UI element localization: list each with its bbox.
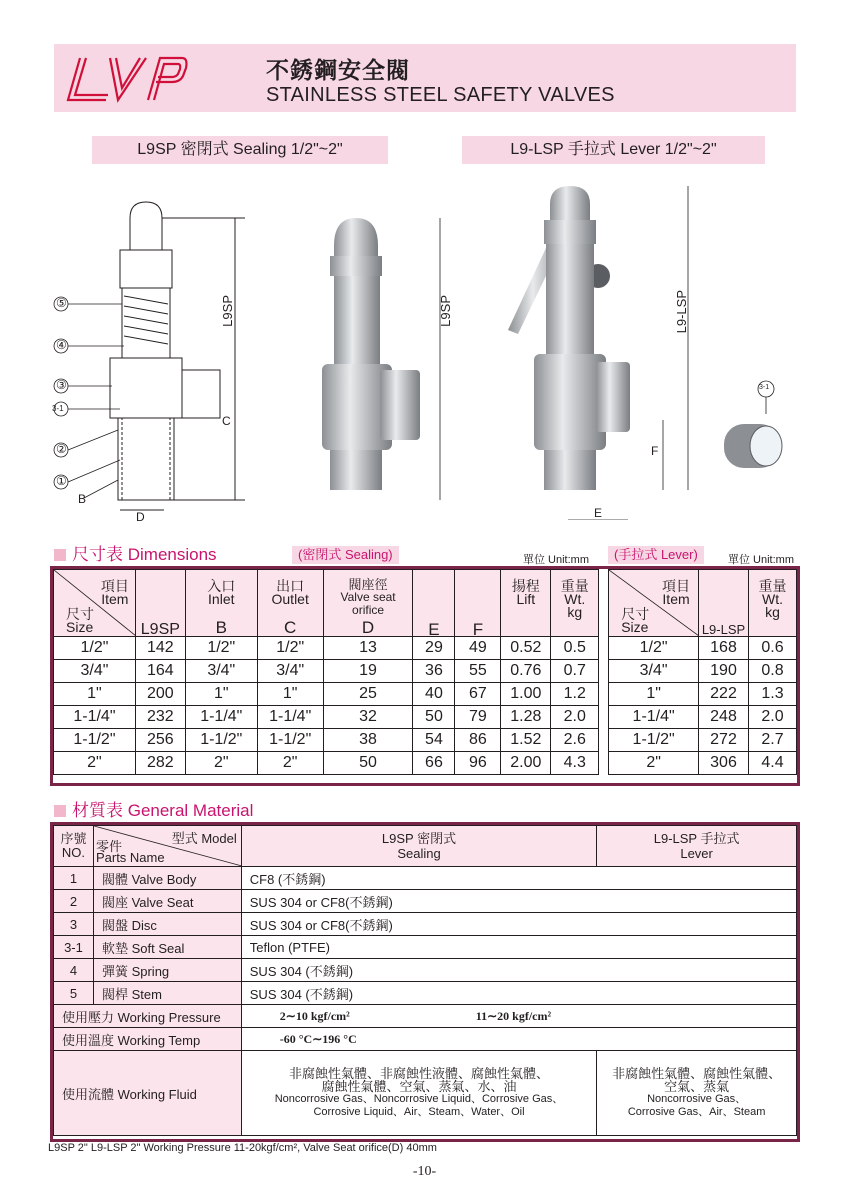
dimensions-cell: 38 [323,729,413,752]
dimensions-cell: 13 [323,637,413,660]
hdr-parts-en: Parts Name [95,850,165,865]
model-tag-lever: L9-LSP 手拉式 Lever 1/2"~2" [462,136,765,164]
dimensions-cell: 0.5 [551,637,599,660]
dimensions-cell: 86 [455,729,501,752]
part-callout-3: ③ [56,378,67,392]
dimensions-cell: 3/4" [54,660,136,683]
material-row [54,913,797,936]
soft-seal-detail [720,380,800,470]
dimensions-cell: 50 [413,706,455,729]
material-body [54,867,797,1005]
material-value: CF8 (不銹鋼) [241,867,796,890]
material-row [54,867,797,890]
dimensions-cell: 1/2" [185,637,257,660]
material-value: SUS 304 (不銹鋼) [241,982,796,1005]
page-number: -10- [412,1164,437,1179]
temp-label: 使用溫度 Working Temp [54,1028,242,1051]
dimensions-cell: 19 [323,660,413,683]
dim-c-label: C [222,414,231,428]
pressure-row [54,1005,797,1028]
material-value: SUS 304 or CF8(不銹鋼) [241,890,796,913]
dimensions-row [54,752,797,775]
dimensions-cell: 2" [257,752,323,775]
dimensions-cell: 1.00 [501,683,551,706]
material-row [54,890,797,913]
page-title-zh: 不銹鋼安全閥 [266,57,410,83]
photo-l9lsp-label: L9-LSP [674,290,689,334]
hdr-lift-zh: 揚程 [511,578,540,594]
dimensions-cell: 1-1/2" [257,729,323,752]
dimensions-cell: 1/2" [609,637,699,660]
dimensions-cell: 4.4 [748,752,796,775]
dimensions-cell: 49 [455,637,501,660]
dimensions-cell: 2.0 [748,706,796,729]
hdr-lever-wt-zh: 重量 [758,578,787,594]
hdr-c: C [284,618,297,637]
hdr-outlet-zh: 出口 [276,578,305,594]
temp-value: -60 °C∼196 °C [241,1028,796,1051]
material-value: SUS 304 or CF8(不銹鋼) [241,913,796,936]
part-callout-2: ② [56,442,67,456]
material-value: SUS 304 (不銹鋼) [241,959,796,982]
dimensions-heading: 尺寸表 Dimensions [54,544,276,566]
dimensions-cell: 25 [323,683,413,706]
material-part: 閥座 Valve Seat [93,890,241,913]
dimensions-cell: 256 [135,729,185,752]
dimensions-cell: 79 [455,706,501,729]
material-value: Teflon (PTFE) [241,936,796,959]
material-part: 閥盤 Disc [93,913,241,936]
dimensions-row [54,683,797,706]
brand-logo [62,50,190,108]
part-callout-4: ④ [56,338,67,352]
hdr-sealing-en: Sealing [397,846,441,861]
dimensions-cell: 190 [699,660,749,683]
dimensions-cell: 164 [135,660,185,683]
sealing-valve-photo [320,210,470,510]
material-part: 閥體 Valve Body [93,867,241,890]
temp-row [54,1028,797,1051]
lever-subheading: (手拉式 Lever) [608,546,704,564]
material-no: 5 [54,982,94,1005]
lever-valve-photo [488,180,708,520]
material-part: 閥桿 Stem [93,982,241,1005]
dimensions-cell: 50 [323,752,413,775]
fluid-lever-zh2: 空氣、蒸氣 [664,1079,730,1094]
hdr-seat-zh: 閥座徑 [348,577,388,592]
material-header-row [54,826,797,867]
dimensions-table-frame [50,566,800,786]
hdr-l9lsp: L9-LSP [699,570,749,637]
hdr-lever-zh: L9-LSP 手拉式 [653,831,740,846]
dimensions-cell: 1" [185,683,257,706]
hdr-inlet-en: Inlet [208,591,235,607]
dimensions-cell: 40 [413,683,455,706]
dimensions-cell: 1-1/4" [185,706,257,729]
dimensions-cell: 0.7 [551,660,599,683]
hdr-lever-wt-unit: kg [765,604,780,620]
hdr-b: B [215,618,227,637]
dimensions-cell: 0.52 [501,637,551,660]
hdr-e: E [413,570,455,637]
fluid-lever-en2: Corrosive Gas、Air、Steam [627,1106,766,1118]
dimensions-cell: 66 [413,752,455,775]
dimensions-cell: 2.00 [501,752,551,775]
dimensions-cell: 36 [413,660,455,683]
hdr-lever-wt-en: Wt. [761,591,783,607]
hdr-d: D [361,618,375,637]
hdr-model: 型式 Model [171,831,237,846]
hdr-wt-unit: kg [567,604,583,620]
fluid-sealing-en2: Corrosive Liquid、Air、Steam、Water、Oil [313,1106,525,1118]
dimensions-cell: 168 [699,637,749,660]
dimensions-cell: 54 [413,729,455,752]
dimensions-row [54,706,797,729]
part-callout-3-1: 3-1 [52,404,64,413]
pressure-label: 使用壓力 Working Pressure [54,1005,242,1028]
dimensions-cell: 306 [699,752,749,775]
dimensions-cell: 1" [609,683,699,706]
fluid-sealing-zh2: 腐蝕性氣體、空氣、蒸氣、水、油 [321,1079,517,1094]
part-callout-5: ⑤ [56,296,67,310]
dimensions-cell: 1-1/2" [609,729,699,752]
pressure-value-a: 2∼10 kgf/cm² [279,1008,350,1023]
dimensions-cell: 55 [455,660,501,683]
hdr-sealing-zh: L9SP 密閉式 [381,831,457,846]
dimensions-cell: 272 [699,729,749,752]
hdr-lift-en: Lift [516,591,536,607]
fluid-label: 使用流體 Working Fluid [54,1051,242,1136]
dimensions-cell: 3/4" [185,660,257,683]
hdr-lever-size-zh: 尺寸 [621,606,650,622]
dim-f-label: F [651,444,659,458]
dimensions-cell: 248 [699,706,749,729]
footnote: L9SP 2" L9-LSP 2" Working Pressure 11-20kgf/cm², Valve Seat orifice(D) 40mm [48,1142,437,1154]
unit-label-lever: 單位 Unit:mm [728,554,794,566]
fluid-row [54,1051,797,1136]
dimensions-cell: 222 [699,683,749,706]
dimensions-body [54,637,797,775]
detail-3-1-label: 3-1 [759,384,770,391]
sealing-cross-section-drawing [40,180,270,530]
dimensions-cell: 1.2 [551,683,599,706]
material-no: 3-1 [54,936,94,959]
dimensions-cell: 67 [455,683,501,706]
dimensions-cell: 2" [609,752,699,775]
dimensions-cell: 32 [323,706,413,729]
dimensions-cell: 1-1/4" [257,706,323,729]
hdr-lever-size-en: Size [621,619,649,635]
dimensions-cell: 96 [455,752,501,775]
dimensions-cell: 1" [54,683,136,706]
dimensions-cell: 232 [135,706,185,729]
model-tag-sealing: L9SP 密閉式 Sealing 1/2"~2" [92,136,388,164]
hdr-seat-en1: Valve seat [340,590,396,604]
hdr-outlet-en: Outlet [271,591,309,607]
dimensions-row [54,637,797,660]
hdr-lever-en: Lever [680,846,713,861]
dimensions-cell: 29 [413,637,455,660]
dimensions-row [54,660,797,683]
dimensions-cell: 3/4" [257,660,323,683]
dimensions-row [54,729,797,752]
hdr-lever-item-zh: 項目 [662,578,691,594]
dimensions-cell: 1-1/4" [54,706,136,729]
dimensions-header-row [54,570,797,637]
dim-b-label: B [78,492,87,506]
material-row [54,982,797,1005]
material-no: 1 [54,867,94,890]
hdr-no-en: NO. [61,845,86,860]
dimensions-cell: 142 [135,637,185,660]
hdr-lever-item-en: Item [662,591,690,607]
hdr-no-zh: 序號 [60,831,87,846]
dimensions-cell: 4.3 [551,752,599,775]
material-table [53,825,797,1136]
dimensions-cell: 200 [135,683,185,706]
dimensions-cell: 0.76 [501,660,551,683]
hdr-f: F [455,570,501,637]
dimensions-cell: 1/2" [54,637,136,660]
dimensions-cell: 3/4" [609,660,699,683]
material-no: 4 [54,959,94,982]
material-row [54,959,797,982]
dimensions-cell: 0.6 [748,637,796,660]
material-heading: 材質表 General Material [54,800,314,822]
hdr-seat-en2: orifice [352,603,385,617]
dimensions-cell: 282 [135,752,185,775]
hdr-l9sp: L9SP [135,570,185,637]
hdr-size-zh: 尺寸 [66,606,94,622]
dimensions-cell: 2.0 [551,706,599,729]
sealing-subheading: (密閉式 Sealing) [292,546,399,564]
dimensions-cell: 1-1/4" [609,706,699,729]
hdr-parts-zh: 零件 [95,839,122,854]
fluid-lever-en1: Noncorrosive Gas、 [647,1093,747,1105]
dim-e-label: E [594,506,603,520]
dimensions-cell: 2.6 [551,729,599,752]
hdr-item-en: Item [101,591,129,607]
hdr-wt-zh: 重量 [560,578,589,594]
dimensions-cell: 2" [54,752,136,775]
dimensions-cell: 1/2" [257,637,323,660]
photo-l9sp-label: L9SP [438,295,453,327]
dimensions-cell: 1.28 [501,706,551,729]
hdr-wt-en: Wt. [564,591,586,607]
dimensions-cell: 1" [257,683,323,706]
dimensions-cell: 1.3 [748,683,796,706]
fluid-sealing-zh1: 非腐蝕性氣體、非腐蝕性液體、腐蝕性氣體、 [288,1066,549,1081]
dim-l9sp-label: L9SP [220,295,235,327]
unit-label-sealing: 單位 Unit:mm [523,554,589,566]
dimensions-cell: 1-1/2" [185,729,257,752]
fluid-sealing-en1: Noncorrosive Gas、Noncorrosive Liquid、Corrosive Gas、 [274,1093,564,1105]
dimensions-cell: 1-1/2" [54,729,136,752]
material-table-frame [50,822,800,1142]
part-callout-1: ① [56,474,67,488]
material-row [54,936,797,959]
pressure-value-b: 11∼20 kgf/cm² [475,1008,552,1023]
dimensions-table [53,569,797,775]
material-part: 軟墊 Soft Seal [93,936,241,959]
fluid-lever-zh1: 非腐蝕性氣體、腐蝕性氣體、 [612,1066,782,1081]
hdr-size-en: Size [66,619,94,635]
hdr-inlet-zh: 入口 [207,578,236,594]
dimensions-cell: 1.52 [501,729,551,752]
page-title-en: STAINLESS STEEL SAFETY VALVES [266,84,615,106]
dimensions-cell: 2.7 [748,729,796,752]
material-no: 3 [54,913,94,936]
dim-d-label: D [136,510,145,524]
material-part: 彈簧 Spring [93,959,241,982]
material-no: 2 [54,890,94,913]
dimensions-cell: 0.8 [748,660,796,683]
dimensions-cell: 2" [185,752,257,775]
hdr-item-zh: 項目 [100,578,129,594]
